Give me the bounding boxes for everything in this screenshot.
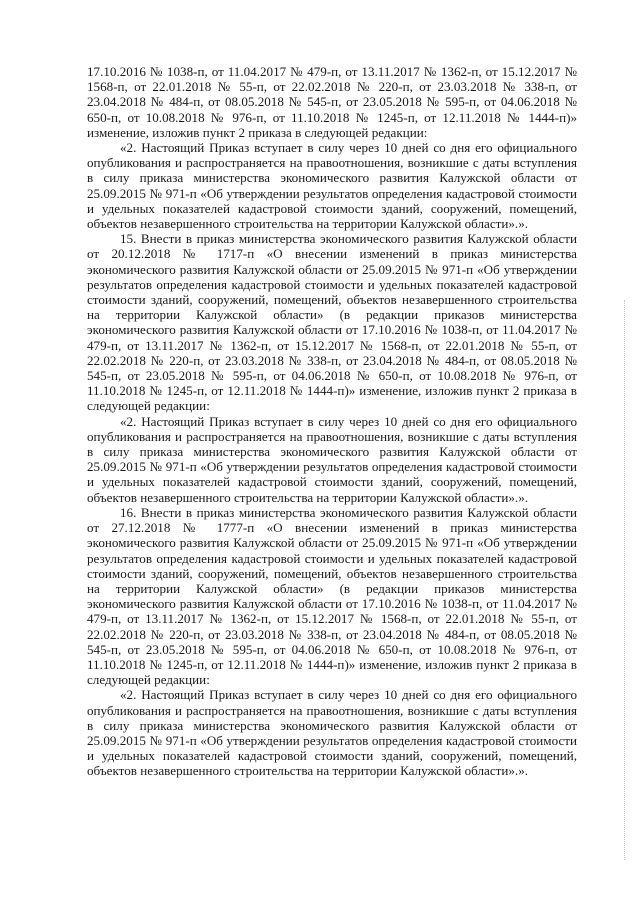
paragraph-quote-clause-2: «2. Настоящий Приказ вступает в силу через 10 дней со дня его официального опубликования и распространяется на правоотношения, возникшие с даты вступления в силу приказа министерства экономического развития Калужской области от 25.09.2015 № 971-п «Об утверждении результатов определения кадастровой стоимости и удельных показателей кадастровой стоимости зданий, сооружений, помещений, объектов незавершенного строительства на территории Калужской области».». — [87, 687, 577, 779]
paragraph-item-15: 15. Внести в приказ министерства экономического развития Калужской области от 20.12.2018 № 1717-п «О внесении изменений в приказ министерства экономического развития Калужской области от 25.09.2015 № 971-п «Об утверждении результатов определения кадастровой стоимости и удельных показателей кадастровой стоимости зданий, сооружений, помещений, объектов незавершенного строительства на территории Калужской области» (в редакции приказов министерства экономического развития Калужской области от 17.10.2016 № 1038-п, от 11.04.2017 № 479-п, от 13.11.2017 № 1362-п, от 15.12.2017 № 1568-п, от 22.01.2018 № 55-п, от 22.02.2018 № 220-п, от 23.03.2018 № 338-п, от 23.04.2018 № 484-п, от 08.05.2018 № 545-п, от 23.05.2018 № 595-п, от 04.06.2018 № 650-п, от 10.08.2018 № 976-п, от 11.10.2018 № 1245-п, от 12.11.2018 № 1444-п)» изменение, изложив пункт 2 приказа в следующей редакции: — [87, 231, 577, 414]
paragraph-quote-clause-2: «2. Настоящий Приказ вступает в силу через 10 дней со дня его официального опубликования и распространяется на правоотношения, возникшие с даты вступления в силу приказа министерства экономического развития Калужской области от 25.09.2015 № 971-п «Об утверждении результатов определения кадастровой стоимости и удельных показателей кадастровой стоимости зданий, сооружений, помещений, объектов незавершенного строительства на территории Калужской области».». — [87, 140, 577, 232]
paragraph-quote-clause-2: «2. Настоящий Приказ вступает в силу через 10 дней со дня его официального опубликования и распространяется на правоотношения, возникшие с даты вступления в силу приказа министерства экономического развития Калужской области от 25.09.2015 № 971-п «Об утверждении результатов определения кадастровой стоимости и удельных показателей кадастровой стоимости зданий, сооружений, помещений, объектов незавершенного строительства на территории Калужской области».». — [87, 413, 577, 505]
scan-edge-marks — [622, 300, 625, 860]
paragraph-item-16: 16. Внести в приказ министерства экономического развития Калужской области от 27.12.2018 № 1777-п «О внесении изменений в приказ министерства экономического развития Калужской области от 25.09.2015 № 971-п «Об утверждении результатов определения кадастровой стоимости и удельных показателей кадастровой стоимости зданий, сооружений, помещений, объектов незавершенного строительства на территории Калужской области» (в редакции приказов министерства экономического развития Калужской области от 17.10.2016 № 1038-п, от 11.04.2017 № 479-п, от 13.11.2017 № 1362-п, от 15.12.2017 № 1568-п, от 22.01.2018 № 55-п, от 22.02.2018 № 220-п, от 23.03.2018 № 338-п, от 23.04.2018 № 484-п, от 08.05.2018 № 545-п, от 23.05.2018 № 595-п, от 04.06.2018 № 650-п, от 10.08.2018 № 976-п, от 11.10.2018 № 1245-п, от 12.11.2018 № 1444-п)» изменение, изложив пункт 2 приказа в следующей редакции: — [87, 504, 577, 688]
document-body — [87, 64, 577, 779]
paragraph-continuation: 17.10.2016 № 1038-п, от 11.04.2017 № 479-п, от 13.11.2017 № 1362-п, от 15.12.2017 № 1568-п, от 22.01.2018 № 55-п, от 22.02.2018 № 220-п, от 23.03.2018 № 338-п, от 23.04.2018 № 484-п, от 08.05.2018 № 545-п, от 23.05.2018 № 595-п, от 04.06.2018 № 650-п, от 10.08.2018 № 976-п, от 11.10.2018 № 1245-п, от 12.11.2018 № 1444-п)» изменение, изложив пункт 2 приказа в следующей редакции: — [87, 64, 577, 140]
